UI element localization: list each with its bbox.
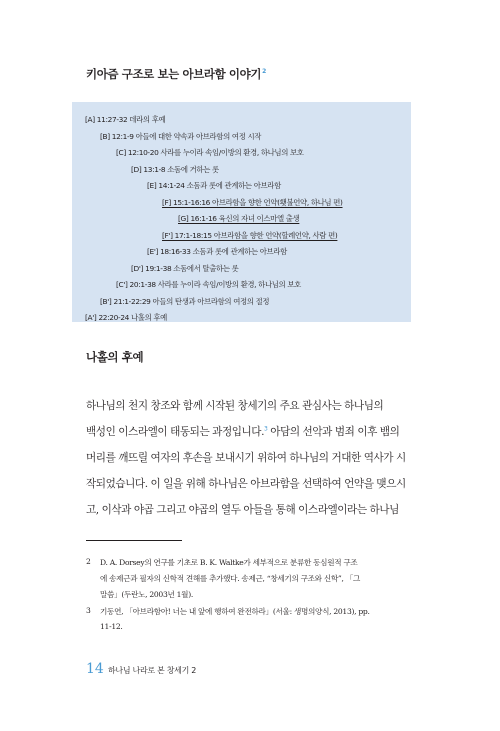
body-line-4: 작되었습니다. 이 일을 위해 하나님은 아브라함을 선택하여 언약을 맺으시 <box>86 478 406 490</box>
chiasm-line-b-prime: [B'] 21:1-22:29 아들의 탄생과 아브라함의 여정의 절정 <box>100 296 270 306</box>
body-line-5: 고, 이삭과 야곱 그리고 야곱의 열두 아들을 통해 이스라엘이라는 하나님 <box>86 504 399 516</box>
footnote-2-line-1: D. A. Dorsey의 연구를 기초로 B. K. Waltke가 세부적으로 분류한 동심원적 구조 <box>100 558 358 567</box>
chiasm-line-a-prime: [A'] 22:20-24 나홀의 후예 <box>85 313 167 322</box>
chiasm-line-b: [B] 12:1-9 아들에 대한 약속과 아브라함의 여정 시작 <box>100 131 262 141</box>
footnote-2-line-3: 말씀」(두란노, 2003년 1월). <box>100 590 193 599</box>
body-line-2-tail: 아담의 선악과 범죄 이후 뱀의 <box>267 426 400 438</box>
chiasm-line-e: [E] 14:1-24 소돔과 롯에 관계하는 아브라함 <box>147 181 281 190</box>
chiasm-structure-box <box>72 102 411 322</box>
body-line-2 <box>86 424 412 439</box>
footnote-3-line-1: 기동연, 「아브라함아! 너는 내 앞에 행하여 완전하라」(서울: 생명의양식, 2013), pp. <box>100 607 370 616</box>
body-line-2-head: 백성인 이스라엘이 태동되는 과정입니다. <box>86 426 264 438</box>
footnote-divider <box>86 540 182 541</box>
chiasm-line-d-prime: [D'] 19:1-38 소돔에서 탈출하는 롯 <box>131 263 239 273</box>
chiasm-line-a: [A] 11:27-32 데라의 후예 <box>85 115 166 124</box>
chiasm-line-f-prime: [F'] 17:1-18:15 아브라함을 향한 언약(할례언약, 사람 편) <box>162 230 338 240</box>
chiasm-line-c-prime: [C'] 20:1-38 사라를 누이라 속임/이방의 환경, 하나님의 보호 <box>116 280 301 289</box>
chiasm-line-d: [D] 13:1-8 소돔에 거하는 롯 <box>131 164 219 174</box>
chiasm-line-g: [G] 16:1-16 육신의 자녀 이스마엘 출생 <box>178 214 300 223</box>
footnote-2-number: 2 <box>86 557 91 566</box>
running-footer-book-title: 하나님 나라로 본 창세기 2 <box>108 666 197 675</box>
footnote-3-number: 3 <box>86 606 91 615</box>
footnote-ref-3[interactable]: 3 <box>264 425 268 433</box>
chiasm-box-title <box>86 66 266 82</box>
footnote-3-line-2: 11-12. <box>100 622 123 631</box>
chiasm-line-f: [F] 15:1-16:16 아브라함을 향한 언약(횃불언약, 하나님 편) <box>162 197 343 207</box>
body-line-3: 머리를 깨뜨릴 여자의 후손을 보내시기 위하여 하나님의 거대한 역사가 시 <box>86 452 406 464</box>
page-number: 14 <box>86 661 104 677</box>
body-line-1: 하나님의 천지 창조와 함께 시작된 창세기의 주요 관심사는 하나님의 <box>86 400 384 412</box>
footnote-ref-2[interactable]: 2 <box>262 68 266 76</box>
footnote-2-line-2: 에 송제근과 필자의 신학적 견해를 추가했다. 송제근, “창세기의 구조와 신학”, 「그 <box>100 574 361 583</box>
chiasm-box-title-text: 키아즘 구조로 보는 아브라함 이야기 <box>86 67 262 81</box>
chiasm-line-e-prime: [E'] 18:16-33 소돔과 롯에 관계하는 아브라함 <box>147 247 287 256</box>
chiasm-line-c: [C] 12:10-20 사라를 누이라 속임/이방의 환경, 하나님의 보호 <box>116 148 304 157</box>
section-heading: 나홀의 후예 <box>86 350 144 364</box>
